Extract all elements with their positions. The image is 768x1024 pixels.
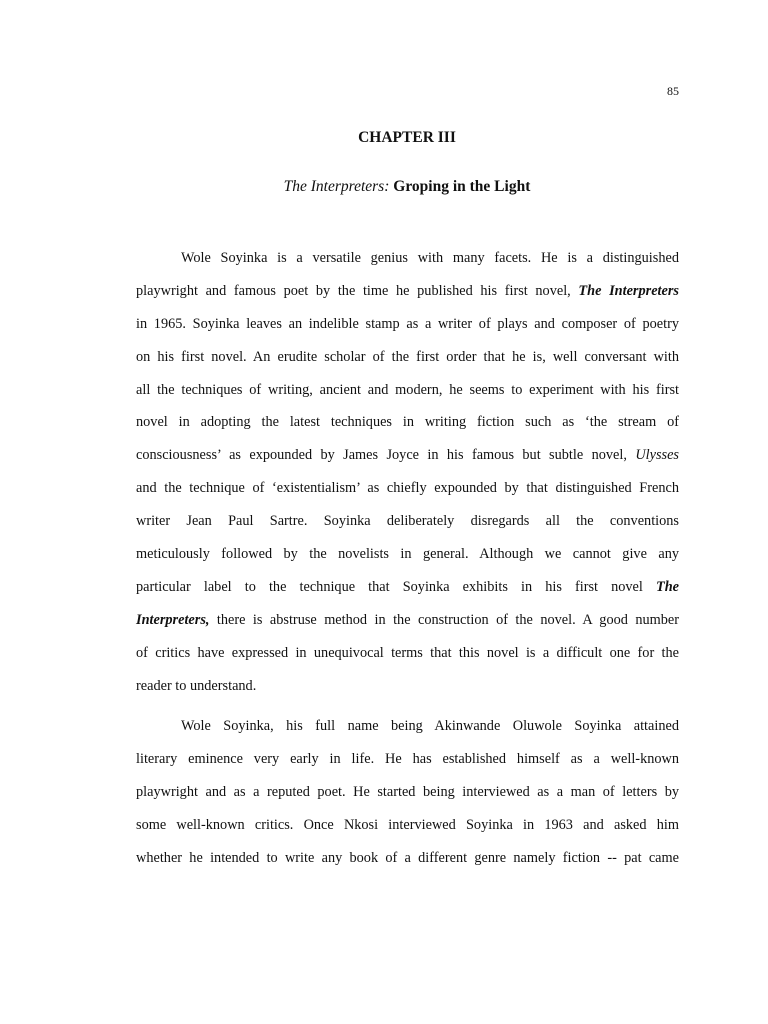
- text-run: of critics have expressed in unequivocal terms that this novel is a difficult one for the: [136, 644, 679, 661]
- paragraph-line: [136, 242, 679, 275]
- text-run: meticulously followed by the novelists in general. Although we cannot give any: [136, 546, 679, 563]
- book-title: The: [655, 578, 679, 595]
- text-run: playwright and as a reputed poet. He started being interviewed as a man of letters by: [136, 783, 679, 800]
- text-run: reader to understand.: [136, 677, 257, 694]
- paragraph-line: [136, 743, 679, 776]
- paragraph-line: [136, 374, 679, 407]
- text-run: literary eminence very early in life. He has established himself as a well-known: [136, 750, 679, 767]
- chapter-title-italic: The Interpreters:: [283, 178, 390, 195]
- text-run: Wole Soyinka, his full name being Akinwande Oluwole Soyinka attained: [181, 718, 679, 734]
- text-run: novel in adopting the latest techniques in writing fiction such as ‘the stream of: [136, 414, 679, 431]
- text-run: consciousness’ as expounded by James Joyce in his famous but subtle novel,: [136, 447, 636, 464]
- paragraph-line: [136, 670, 679, 703]
- text-run: in 1965. Soyinka leaves an indelible stamp as a writer of plays and composer of poetry: [136, 315, 679, 332]
- paragraph-line: [136, 406, 679, 439]
- paragraph-line: [136, 604, 679, 637]
- text-run: playwright and famous poet by the time he published his first novel,: [136, 282, 579, 299]
- text-run: writer Jean Paul Sartre. Soyinka deliberately disregards all the conventions: [136, 513, 679, 530]
- text-run: particular label to the technique that Soyinka exhibits in his first novel: [136, 578, 656, 595]
- paragraph-line: [136, 439, 679, 472]
- paragraph-line: [136, 505, 679, 538]
- text-run: and the technique of ‘existentialism’ as chiefly expounded by that distinguished French: [136, 480, 679, 497]
- text-run: there is abstruse method in the construction of the novel. A good number: [209, 611, 679, 628]
- paragraph-line: [136, 776, 679, 809]
- chapter-title: [0, 178, 768, 196]
- paragraph-line: [136, 571, 679, 604]
- paragraph-line: [136, 842, 679, 875]
- chapter-title-rest: Groping in the Light: [389, 178, 531, 195]
- paragraph-line: [136, 275, 679, 308]
- paragraph-line: [136, 341, 679, 374]
- paragraph-line: [136, 710, 679, 743]
- text-run: all the techniques of writing, ancient and modern, he seems to experiment with his first: [136, 381, 679, 398]
- paragraph-line: [136, 538, 679, 571]
- text-run: some well-known critics. Once Nkosi interviewed Soyinka in 1963 and asked him: [136, 816, 679, 833]
- book-title: Interpreters,: [136, 611, 210, 628]
- text-run: whether he intended to write any book of a different genre namely fiction -- pat came: [136, 849, 679, 866]
- book-title: The Interpreters: [578, 282, 679, 299]
- page-number: 85: [667, 84, 679, 98]
- text-run: on his first novel. An erudite scholar of the first order that he is, well conversant with: [136, 348, 679, 365]
- chapter-heading: CHAPTER III: [358, 129, 456, 146]
- paragraph-line: [136, 308, 679, 341]
- text-run: Wole Soyinka is a versatile genius with many facets. He is a distinguished: [181, 250, 679, 266]
- paragraph-line: [136, 637, 679, 670]
- paragraph-line: [136, 809, 679, 842]
- paragraph-2: [136, 710, 679, 874]
- book-title: Ulysses: [635, 447, 679, 464]
- paragraph-1: [136, 242, 679, 702]
- paragraph-line: [136, 472, 679, 505]
